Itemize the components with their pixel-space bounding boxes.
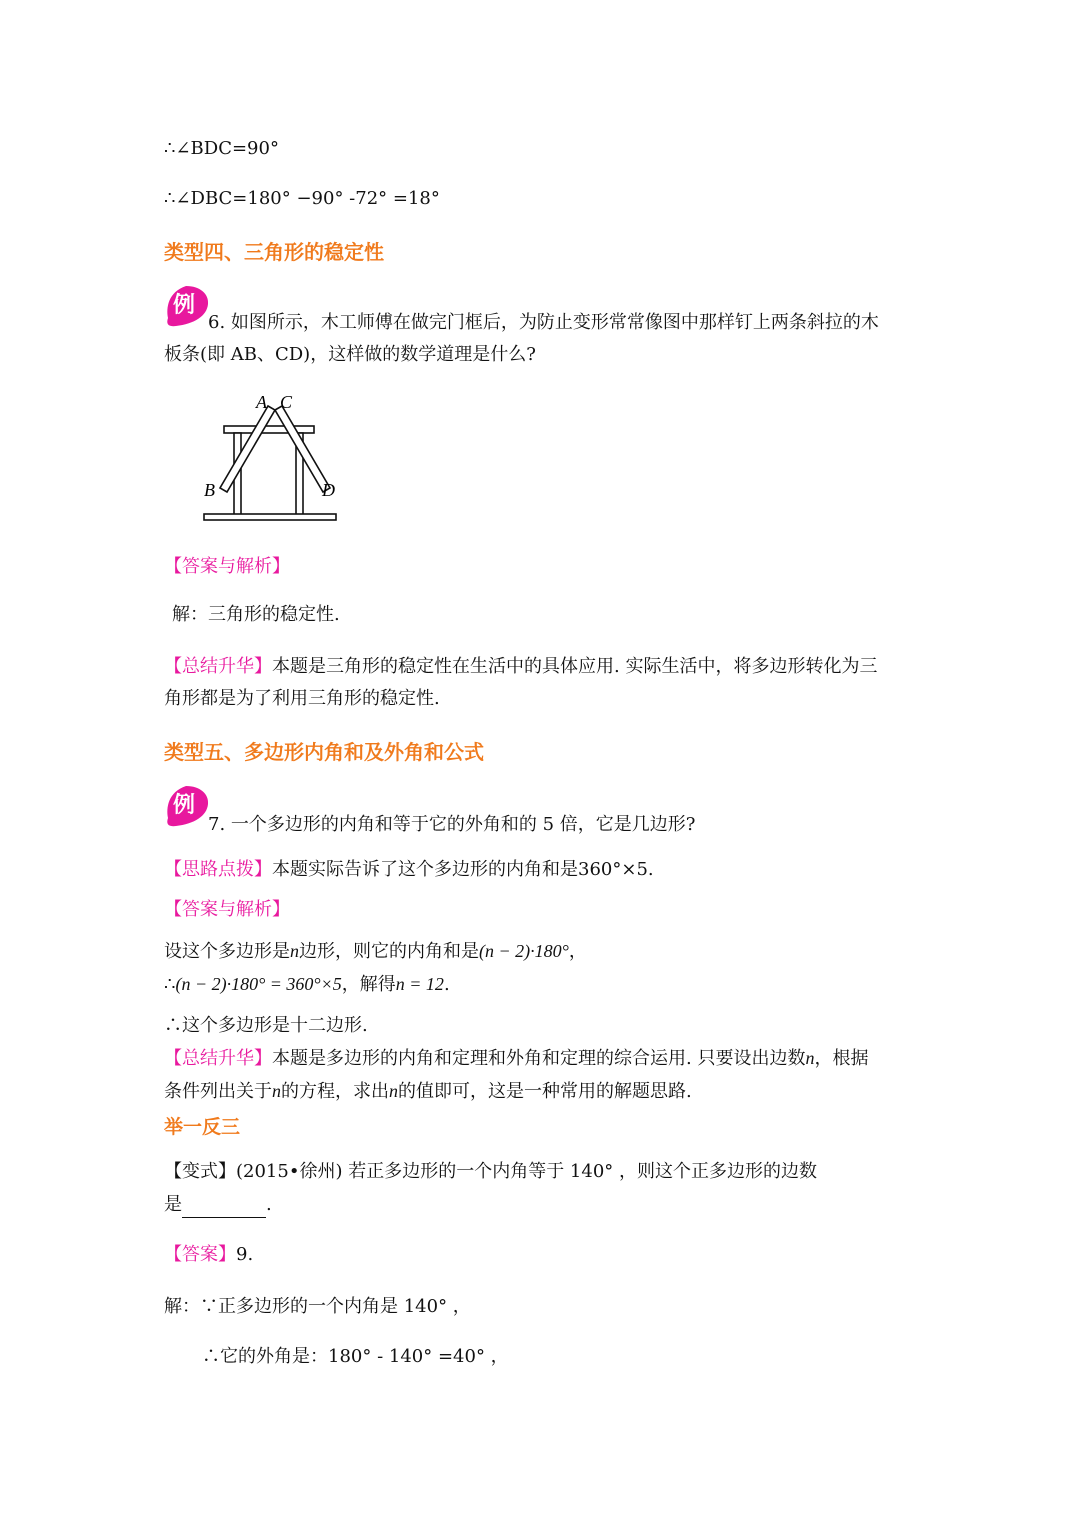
hint-line: 【思路点拨】本题实际告诉了这个多边形的内角和是360°×5. <box>164 859 654 880</box>
summary-line: 条件列出关于n的方程，求出n的值即可，这是一种常用的解题思路. <box>164 1081 692 1102</box>
formula: (n − 2)·180° = 360°×5 <box>175 974 342 994</box>
summary-tag: 【总结升华】 <box>164 1048 272 1069</box>
answer-value: 9. <box>236 1244 254 1265</box>
formula: (n − 2)·180° <box>479 941 569 961</box>
text-line: ∴∠BDC=90° <box>164 138 279 159</box>
section-heading-type-5: 类型五、多边形内角和及外角和公式 <box>164 740 484 764</box>
solution-text: 边形，则它的内角和是 <box>299 941 479 962</box>
hint-text: 本题实际告诉了这个多边形的内角和是 <box>272 859 578 880</box>
summary-text: 角形都是为了利用三角形的稳定性. <box>164 688 440 709</box>
variant-line <box>164 1159 817 1185</box>
variable-n: n <box>389 1081 398 1101</box>
summary-line <box>164 654 877 680</box>
answer-tag: 【答案与解析】 <box>164 899 290 920</box>
solution-line: 设这个多边形是n边形，则它的内角和是(n − 2)·180°， <box>164 941 587 962</box>
solution-text: 解：∵正多边形的一个内角是 140° ， <box>164 1296 471 1317</box>
answer-tag: 【答案与解析】 <box>164 556 290 577</box>
variant-line: 是 . <box>164 1192 272 1218</box>
solution-text: 设这个多边形是 <box>164 941 290 962</box>
practice-heading: 举一反三 <box>164 1116 241 1138</box>
badge-label: 例 <box>172 792 196 817</box>
solution-line: ∴(n − 2)·180° = 360°×5，解得n = 12. <box>164 974 450 995</box>
solution-text: ∴它的外角是：180° - 140° =40° ， <box>202 1346 509 1367</box>
text-line: ∴∠DBC=180° −90° -72° =18° <box>164 188 440 209</box>
question-text: 7. 一个多边形的内角和等于它的外角和的 5 倍，它是几边形? <box>208 814 696 835</box>
variant-text: (2015•徐州) 若正多边形的一个内角等于 140° ，则这个正多边形的边数 <box>236 1161 817 1182</box>
question-text: 6. 如图所示，木工师傅在做完门框后，为防止变形常常像图中那样钉上两条斜拉的木 <box>208 312 879 333</box>
answer-blank <box>182 1199 266 1218</box>
summary-text: 本题是三角形的稳定性在生活中的具体应用. 实际生活中，将多边形转化为三 <box>272 656 878 677</box>
label-b: B <box>204 480 215 500</box>
formula: n = 12 <box>395 974 444 994</box>
hint-tag: 【思路点拨】 <box>164 859 272 880</box>
door-frame-diagram <box>196 388 346 524</box>
variable-n: n <box>290 941 299 961</box>
section-heading-type-4: 类型四、三角形的稳定性 <box>164 240 384 264</box>
summary-tag: 【总结升华】 <box>164 656 272 677</box>
hint-formula: 360°×5 <box>578 859 648 880</box>
label-c: C <box>280 392 293 412</box>
question-text: 板条(即 AB、CD)，这样做的数学道理是什么? <box>164 344 536 365</box>
answer-text: 解：三角形的稳定性. <box>172 604 340 625</box>
example-badge-icon <box>162 284 210 328</box>
variant-tag: 【变式】 <box>164 1161 236 1182</box>
example-badge-icon <box>162 784 210 828</box>
variable-n: n <box>272 1081 281 1101</box>
variant-answer-line <box>164 1242 253 1268</box>
label-d: D <box>322 480 335 500</box>
variable-n: n <box>805 1048 815 1068</box>
solution-text: ，解得 <box>341 974 396 995</box>
summary-line: 【总结升华】本题是多边形的内角和定理和外角和定理的综合运用. 只要设出边数n，根据 <box>164 1048 869 1069</box>
answer-tag: 【答案】 <box>164 1244 236 1265</box>
badge-label: 例 <box>172 292 196 317</box>
label-a: A <box>256 392 267 412</box>
conclusion-text: ∴这个多边形是十二边形. <box>164 1015 368 1036</box>
